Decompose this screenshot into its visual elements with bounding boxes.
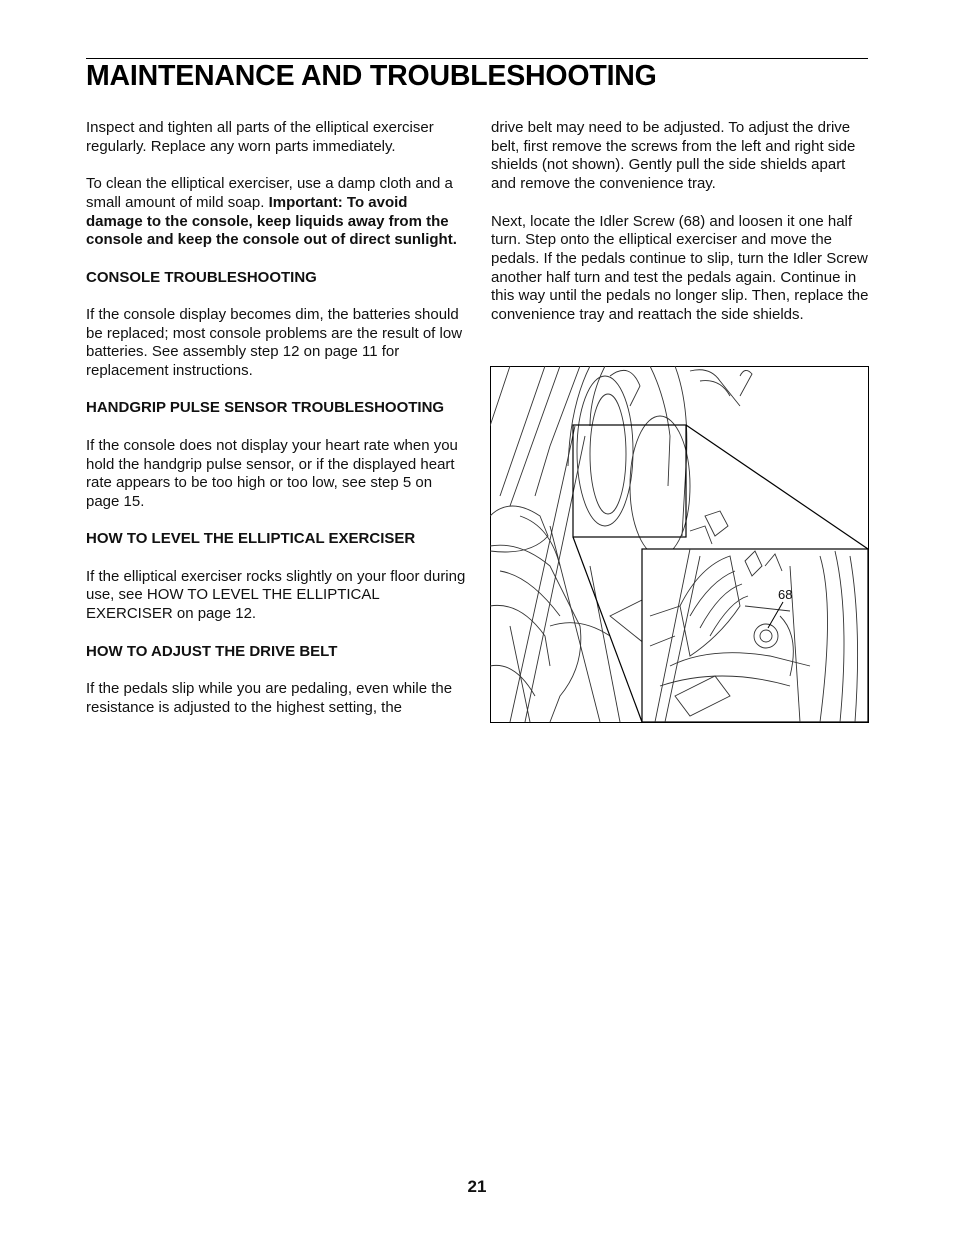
- level-paragraph: If the elliptical exerciser rocks slightly on your floor during use, see HOW TO LEVEL THE ELLIPTICAL EXERCISER on page 12.: [86, 567, 466, 623]
- title-rule: [86, 58, 868, 59]
- console-paragraph: If the console display becomes dim, the batteries should be replaced; most console problems are the result of low batteries. See assembly step 12 on page 11 for replacement instructions.: [86, 305, 463, 380]
- page-number: 21: [467, 1177, 487, 1196]
- page-title: MAINTENANCE AND TROUBLESHOOTING: [86, 60, 657, 92]
- idler-screw-paragraph: Next, locate the Idler Screw (68) and loosen it one half turn. Step onto the elliptical exerciser and move the pedals. If the pedals continue to slip, turn the Idler Screw another half turn and test the pedals again. Continue in this way until the pedals no longer slip. Then, replace the convenience tray and reattach the side shields.: [491, 212, 869, 324]
- drive-belt-figure: [490, 366, 869, 723]
- callout-label: 68: [778, 587, 793, 602]
- pulse-heading: HANDGRIP PULSE SENSOR TROUBLESHOOTING: [86, 399, 445, 417]
- cleaning-paragraph: [86, 175, 466, 250]
- drive-belt-illustration: [490, 366, 869, 723]
- cleaning-text: To clean the elliptical exerciser, use a damp cloth and a small amount of mild soap.: [86, 175, 453, 211]
- inspect-paragraph: Inspect and tighten all parts of the elliptical exerciser regularly. Replace any worn parts immediately.: [86, 119, 434, 155]
- left-column: [86, 119, 466, 717]
- cleaning-warning: Important: To avoid damage to the console, keep liquids away from the console and keep the console out of direct sunlight.: [86, 193, 457, 249]
- console-heading: CONSOLE TROUBLESHOOTING: [86, 268, 317, 286]
- belt-paragraph: If the pedals slip while you are pedaling, even while the resistance is adjusted to the highest setting, the: [86, 679, 453, 716]
- pulse-paragraph: If the console does not display your heart rate when you hold the handgrip pulse sensor, or if the displayed heart rate appears to be too high or too low, see step 5 on page 15.: [86, 436, 458, 510]
- level-heading: HOW TO LEVEL THE ELLIPTICAL EXERCISER: [86, 530, 416, 548]
- belt-heading: HOW TO ADJUST THE DRIVE BELT: [86, 642, 338, 660]
- detail-inset: [642, 549, 868, 722]
- right-column: [491, 119, 871, 325]
- belt-continued-paragraph: drive belt may need to be adjusted. To adjust the drive belt, first remove the screws from the left and right side shields (not shown). Gently pull the side shields apart and remove the convenience tray.: [491, 119, 856, 193]
